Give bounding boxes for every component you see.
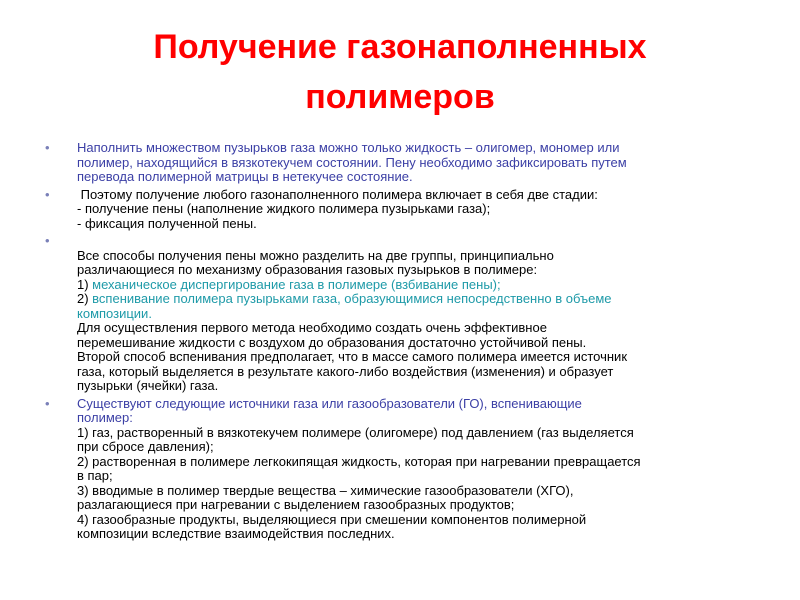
text-line: Наполнить множеством пузырьков газа можно только жидкость – олигомер, мономер или — [77, 140, 620, 155]
text-line: газа, который выделяется в результате какого-либо воздействия (изменения) и образует — [77, 363, 614, 379]
bullet-item-two-stages — [45, 188, 765, 232]
text-line: при сбросе давления); — [77, 439, 214, 454]
text-line: Существуют следующие источники газа или газообразователи (ГО), вспенивающие — [77, 395, 582, 411]
text-line — [77, 234, 765, 249]
method-1-line — [77, 278, 765, 293]
method-1-number: 1) — [77, 276, 93, 292]
title-line-1: Получение газонаполненных — [153, 28, 647, 66]
bullet-item-foam-fixation — [45, 141, 765, 185]
bullet-marker: • — [45, 140, 50, 155]
bullet-marker: • — [45, 395, 50, 411]
text-line: Для осуществления первого метода необходимо создать очень эффективное — [77, 320, 547, 335]
text-line: 2) растворенная в полимере легкокипящая жидкость, которая при нагревании превращается — [77, 453, 641, 469]
text-line: - получение пены (наполнение жидкого полимера пузырьками газа); — [77, 201, 491, 216]
bullet-marker: • — [45, 233, 50, 248]
text-line: - фиксация полученной пены. — [77, 215, 257, 231]
method-2-text-cont: композиции. — [77, 305, 152, 321]
text-line: Второй способ вспенивания предполагает, что в массе самого полимера имеется источник — [77, 349, 628, 364]
text-line: 3) вводимые в полимер твердые вещества – химические газообразователи (ХГО), — [77, 482, 574, 498]
text-line: 1) газ, растворенный в вязкотекучем полимере (олигомере) под давлением (газ выделяется — [77, 424, 634, 440]
method-2-line — [77, 292, 765, 307]
bullet-marker: • — [45, 186, 50, 202]
method-2-text: вспенивание полимера пузырьками газа, образующимися непосредственно в объеме — [92, 291, 612, 306]
text-line: разлагающиеся при нагревании с выделением газообразных продуктов; — [77, 497, 515, 512]
text-line: Все способы получения пены можно разделить на две группы, принципиально — [77, 247, 554, 263]
text-line: пузырьки (ячейки) газа. — [77, 378, 219, 393]
title-line-2: полимеров — [305, 78, 495, 116]
text-line: в пар; — [77, 468, 113, 483]
method-1-text: механическое диспергирование газа в полимере (взбивание пены); — [92, 276, 501, 292]
text-line: композиции вследствие взаимодействия последних. — [77, 526, 395, 541]
text-line: полимер, находящийся в вязкотекучем состоянии. Пену необходимо зафиксировать путем — [77, 154, 627, 170]
text-line: перемешивание жидкости с воздухом до образования достаточно устойчивой пены. — [77, 334, 587, 350]
bullet-list — [45, 141, 765, 545]
text-line: различающиеся по механизму образования газовых пузырьков в полимере: — [77, 262, 538, 277]
text-line: полимер: — [77, 410, 133, 425]
slide-title — [40, 22, 760, 122]
text-line: Поэтому получение любого газонаполненного полимера включает в себя две стадии: — [77, 186, 598, 202]
bullet-item-gas-sources — [45, 397, 765, 542]
text-line: 4) газообразные продукты, выделяющиеся при смешении компонентов полимерной — [77, 511, 587, 527]
method-2-number: 2) — [77, 291, 93, 306]
text-line: перевода полимерной матрицы в нетекучее состояние. — [77, 169, 413, 184]
bullet-item-foaming-methods — [45, 234, 765, 394]
